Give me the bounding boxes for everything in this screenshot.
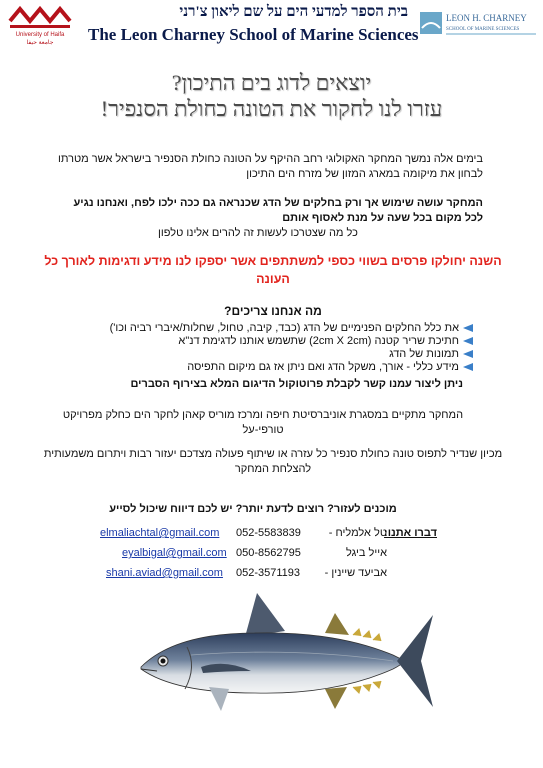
protocol-line: ניתן ליצור עמנו קשר לקבלת פרוטוקול הדיגום המלא בצירוף הסברים bbox=[130, 378, 463, 390]
contact-email-3[interactable]: shani.aviad@gmail.com bbox=[106, 567, 223, 579]
call-us-line: כל מה שצטרכו לעשות זה להרים אלינו טלפון bbox=[158, 227, 358, 239]
arrow-bullet-icon bbox=[463, 350, 473, 358]
contact-phone-1: 052-5583839 bbox=[236, 527, 301, 539]
contact-name-2: אייל ביגל bbox=[346, 547, 387, 559]
arrow-bullet-icon bbox=[463, 324, 473, 332]
thanks-paragraph: מכיון שנדיר לתפוס טונה כחולת סנפיר כל עזרה או שיתוף פעולה מצדכם יעזור רבות ויתרום משמעותית להצלחת המחקר bbox=[43, 448, 503, 475]
contact-name-3: אביעד שיינין - bbox=[324, 567, 387, 579]
needs-item-4: מידע כללי - אורך, משקל הדג ואם ניתן אז גם מיקום התפיסה bbox=[187, 361, 459, 373]
contact-email-1[interactable]: elmaliachtal@gmail.com bbox=[100, 527, 220, 539]
method-paragraph: המחקר עושה שימוש אך ורק בחלקים של הדג שכנראה גם ככה ילכו לפח, ואנחנו נגיע לכל מקום בכל שעה על מנת לאסוף אותם bbox=[73, 197, 483, 224]
page-header bbox=[0, 0, 543, 48]
needs-item-2: חתיכת שריר קטנה (2cm X 2cm) שתשמש אותנו לדגימת דנ"א bbox=[178, 335, 459, 347]
bluefin-tuna-illustration bbox=[135, 585, 435, 725]
svg-text:SCHOOL OF MARINE SCIENCES: SCHOOL OF MARINE SCIENCES bbox=[446, 27, 520, 32]
needs-item-3: תמונות של הדג bbox=[389, 348, 459, 360]
english-school-title: The Leon Charney School of Marine Sciences bbox=[88, 25, 419, 44]
list-item bbox=[43, 322, 473, 335]
needs-heading: מה אנחנו צריכים? bbox=[224, 304, 322, 318]
arrow-bullet-icon bbox=[463, 363, 473, 371]
svg-text:جامعة حيفا: جامعة حيفا bbox=[26, 40, 54, 46]
university-of-haifa-logo bbox=[6, 3, 76, 47]
partners-paragraph: המחקר מתקיים במסגרת אוניברסיטת חיפה ומרכז מוריס קאהן לחקר הים כחלק מפרויקט טורפי-על bbox=[62, 409, 464, 436]
contact-phone-3: 052-3571193 bbox=[236, 567, 301, 579]
needs-item-1: את כלל החלקים הפנימיים של הדג (כבד, קיבה, טחול, שחלות/איברי רביה וכו') bbox=[109, 322, 459, 334]
prize-announcement: השנה יחולקו פרסים בשווי כספי למשתתפים אשר יספקו לנו מידע ודגימות לאורך כל העונה bbox=[44, 254, 502, 286]
list-item bbox=[43, 348, 473, 361]
charney-school-logo bbox=[418, 8, 538, 44]
list-item bbox=[43, 335, 473, 348]
cta-line: מוכנים לעזור? רוצים לדעת יותר? יש לכם דיווח שיכול לסייע bbox=[109, 503, 397, 515]
contact-name-1: טל אלמליח - bbox=[328, 527, 387, 539]
headline-line-2: עזרו לנו לחקור את הטונה כחולת הסנפיר! bbox=[100, 96, 443, 121]
svg-text:LEON H. CHARNEY: LEON H. CHARNEY bbox=[446, 13, 527, 23]
needs-list bbox=[43, 322, 473, 374]
contact-label: דברו אתנו: bbox=[384, 527, 437, 539]
intro-paragraph: בימים אלה נמשך המחקר האקולוגי רחב ההיקף על הטונה כחולת הסנפיר בישראל אשר מטרתו לבחון את מיקומה במארג המזון של מזרח הים התיכון bbox=[57, 153, 483, 180]
hebrew-school-title: בית הספר למדעי הים על שם ליאון צ'רני bbox=[179, 4, 408, 20]
arrow-bullet-icon bbox=[463, 337, 473, 345]
contact-email-2[interactable]: eyalbigal@gmail.com bbox=[122, 547, 227, 559]
headline-line-1: יוצאים לדוג בים התיכון? bbox=[171, 70, 372, 95]
logo-left-text: University of Haifa bbox=[15, 32, 65, 38]
list-item bbox=[43, 361, 473, 374]
contact-phone-2: 050-8562795 bbox=[236, 547, 301, 559]
